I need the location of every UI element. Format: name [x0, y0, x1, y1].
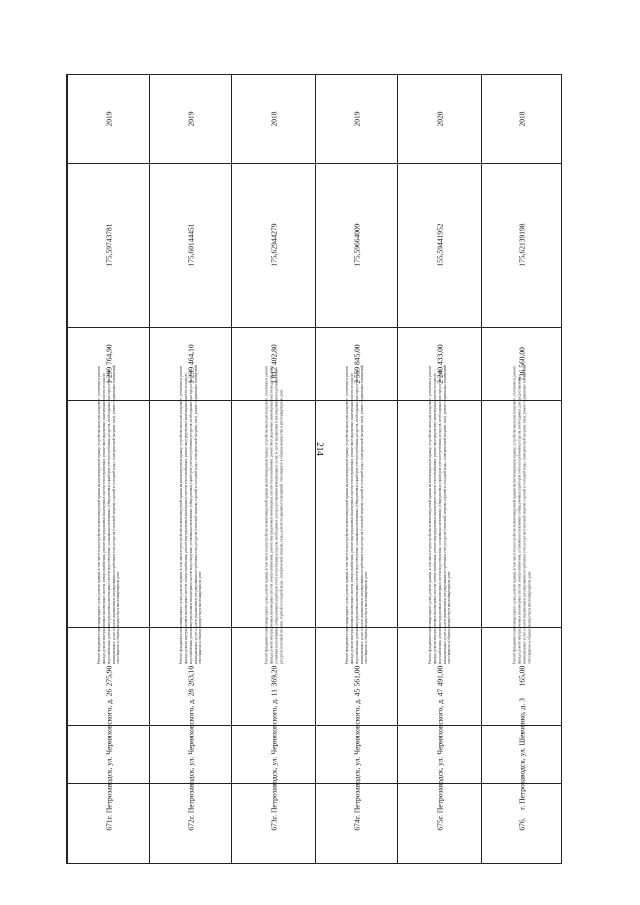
num-cell: 673. — [269, 817, 278, 831]
records-table — [66, 74, 562, 864]
year-cell: 2019 — [186, 111, 195, 127]
address-cell: г. Петрозаводск, ул. Черняховского, д. 11 — [269, 688, 278, 820]
area-cell: 561,00 — [352, 665, 361, 687]
cost-cell: 2 240 433,00 — [435, 343, 444, 384]
description-cell: Ремонт фундамента многоквартирного дома, ремонт крыши, в том числе переустройство невентилируемой крыши на вентилируемую крышу, устройство выходов на кровлю, утепление и ремонт фасада, ремонт внутридомовых инженерных систем электроснабжения, ремонт внутридомовых инженерных систем теплоснабжения, ремонт внутридомовых инженерных систем холодного водоснабжения, ремонт внутридомовых инженерных систем водоотведения, установка коллективных (общедомовых) приборов учета потребления ресурсов, необходимых для предоставления коммунальных услуг, и узлов управления и регулирования потребления этих ресурсов (тепловой энергии, горячей и холодной воды, электрической энергии, газа), ремонт подвальных помещений, относящихся к общему имуществу в многоквартирном доме — [344, 364, 368, 664]
area-cell: 369,20 — [269, 665, 278, 687]
cost-cell: 1 812 402,80 — [269, 343, 278, 384]
table-row — [149, 75, 231, 863]
cost-cell: 2 559 845,00 — [352, 343, 361, 384]
year-cell: 2019 — [352, 111, 361, 127]
per-m2-cell: 155,59441952 — [435, 223, 444, 267]
per-m2-cell: 175,60144451 — [186, 223, 195, 267]
per-m2-cell: 175,62139198 — [517, 223, 526, 267]
description-cell: Ремонт фундамента многоквартирного дома, ремонт крыши, в том числе переустройство невентилируемой крыши на вентилируемую крышу, устройство выходов на кровлю, утепление и ремонт фасада, ремонт внутридомовых инженерных систем электроснабжения, ремонт внутридомовых инженерных систем теплоснабжения, ремонт внутридомовых инженерных систем холодного водоснабжения, ремонт внутридомовых инженерных систем водоотведения, установка коллективных (общедомовых) приборов учета потребления ресурсов, необходимых для предоставления коммунальных услуг, и узлов управления и регулирования потребления этих ресурсов (тепловой энергии, горячей и холодной воды, электрической энергии, газа), ремонт подвальных помещений, относящихся к общему имуществу в многоквартирном доме — [427, 364, 451, 664]
cost-cell: 736 560,00 — [517, 346, 526, 381]
per-m2-cell: 175,59743781 — [104, 223, 113, 267]
description-cell: Ремонт фундамента многоквартирного дома, ремонт крыши, в том числе переустройство невентилируемой крыши на вентилируемую крышу, устройство выходов на кровлю, утепление и ремонт фасада, ремонт внутридомовых инженерных систем электроснабжения, ремонт внутридомовых инженерных систем теплоснабжения, ремонт внутридомовых инженерных систем холодного водоснабжения, ремонт внутридомовых инженерных систем водоотведения, установка коллективных (общедомовых) приборов учета потребления ресурсов, необходимых для предоставления коммунальных услуг, и узлов управления и регулирования потребления этих ресурсов (тепловой энергии, горячей и холодной воды, электрической энергии, газа), ремонт подвальных помещений, относящихся к общему имуществу в многоквартирном доме — [178, 364, 202, 664]
num-cell: 671. — [104, 817, 113, 831]
year-cell: 2019 — [104, 111, 113, 127]
year-cell: 2018 — [517, 111, 526, 127]
table-row — [231, 75, 315, 863]
area-cell: 275,90 — [104, 665, 113, 687]
num-cell: 676. — [517, 817, 526, 831]
address-cell: г. Петрозаводск, ул. Черняховского, д. 28 — [186, 688, 195, 820]
table-row — [67, 75, 149, 863]
description-cell: Ремонт фундамента многоквартирного дома, ремонт крыши, в том числе переустройство невентилируемой крыши на вентилируемую крышу, устройство выходов на кровлю, утепление и ремонт фасада, ремонт внутридомовых инженерных систем электроснабжения, установка коллективных (общедомовых) приборов учета потребления ресурсов, необходимых для предоставления коммунальных услуг, и узлов управления и регулирования потребления этих ресурсов (тепловой энергии, горячей и холодной воды, электрической энергии, газа), ремонт подвальных помещений, относящихся к общему имуществу в многоквартирном доме — [511, 364, 531, 664]
address-cell: г. Петрозаводск, ул. Черняховского, д. 47 — [435, 688, 444, 820]
cost-cell: 1 299 764,90 — [104, 343, 113, 384]
area-cell: 491,00 — [435, 665, 444, 687]
address-cell: г. Петрозаводск, ул. Черняховского, д. 26 — [104, 688, 113, 820]
num-cell: 675. — [435, 817, 444, 831]
description-cell: Ремонт фундамента многоквартирного дома, ремонт крыши, в том числе переустройство невентилируемой крыши на вентилируемую крышу, устройство выходов на кровлю, утепление и ремонт фасада, ремонт внутридомовых инженерных систем электроснабжения, ремонт внутридомовых инженерных систем теплоснабжения, ремонт внутридомовых инженерных систем водоотведения, установка коллективных (общедомовых) приборов учета потребления ресурсов, необходимых для предоставления коммунальных услуг, и узлов управления и регулирования потребления этих ресурсов (тепловой энергии, горячей и холодной воды, электрической энергии, газа), ремонт подвальных помещений, относящихся к общему имуществу в многоквартирном доме — [263, 364, 283, 664]
per-m2-cell: 175,62944279 — [269, 223, 278, 267]
area-cell: 165,00 — [517, 665, 526, 687]
description-cell: Ремонт фундамента многоквартирного дома, ремонт крыши, в том числе переустройство невентилируемой крыши на вентилируемую крышу, устройство выходов на кровлю, утепление и ремонт фасада, ремонт внутридомовых инженерных систем электроснабжения, ремонт внутридомовых инженерных систем теплоснабжения, ремонт внутридомовых инженерных систем холодного водоснабжения, ремонт внутридомовых инженерных систем водоотведения, установка коллективных (общедомовых) приборов учета потребления ресурсов, необходимых для предоставления коммунальных услуг, и узлов управления и регулирования потребления этих ресурсов (тепловой энергии, горячей и холодной воды, электрической энергии, газа), ремонт подвальных помещений, относящихся к общему имуществу в многоквартирном доме — [96, 364, 120, 664]
table-row — [481, 75, 561, 863]
num-cell: 672. — [186, 817, 195, 831]
table-row — [397, 75, 481, 863]
address-cell: г. Петрозаводск, ул. Шевченко, д. 3 — [517, 698, 526, 810]
year-cell: 2020 — [435, 111, 444, 127]
cost-cell: 1 239 464,10 — [186, 343, 195, 384]
page-number: 214 — [315, 442, 325, 456]
year-cell: 2018 — [269, 111, 278, 127]
area-cell: 263,10 — [186, 665, 195, 687]
address-cell: г. Петрозаводск, ул. Черняховского, д. 45 — [352, 688, 361, 820]
per-m2-cell: 175,59664009 — [352, 223, 361, 267]
table-row — [315, 75, 397, 863]
num-cell: 674. — [352, 817, 361, 831]
